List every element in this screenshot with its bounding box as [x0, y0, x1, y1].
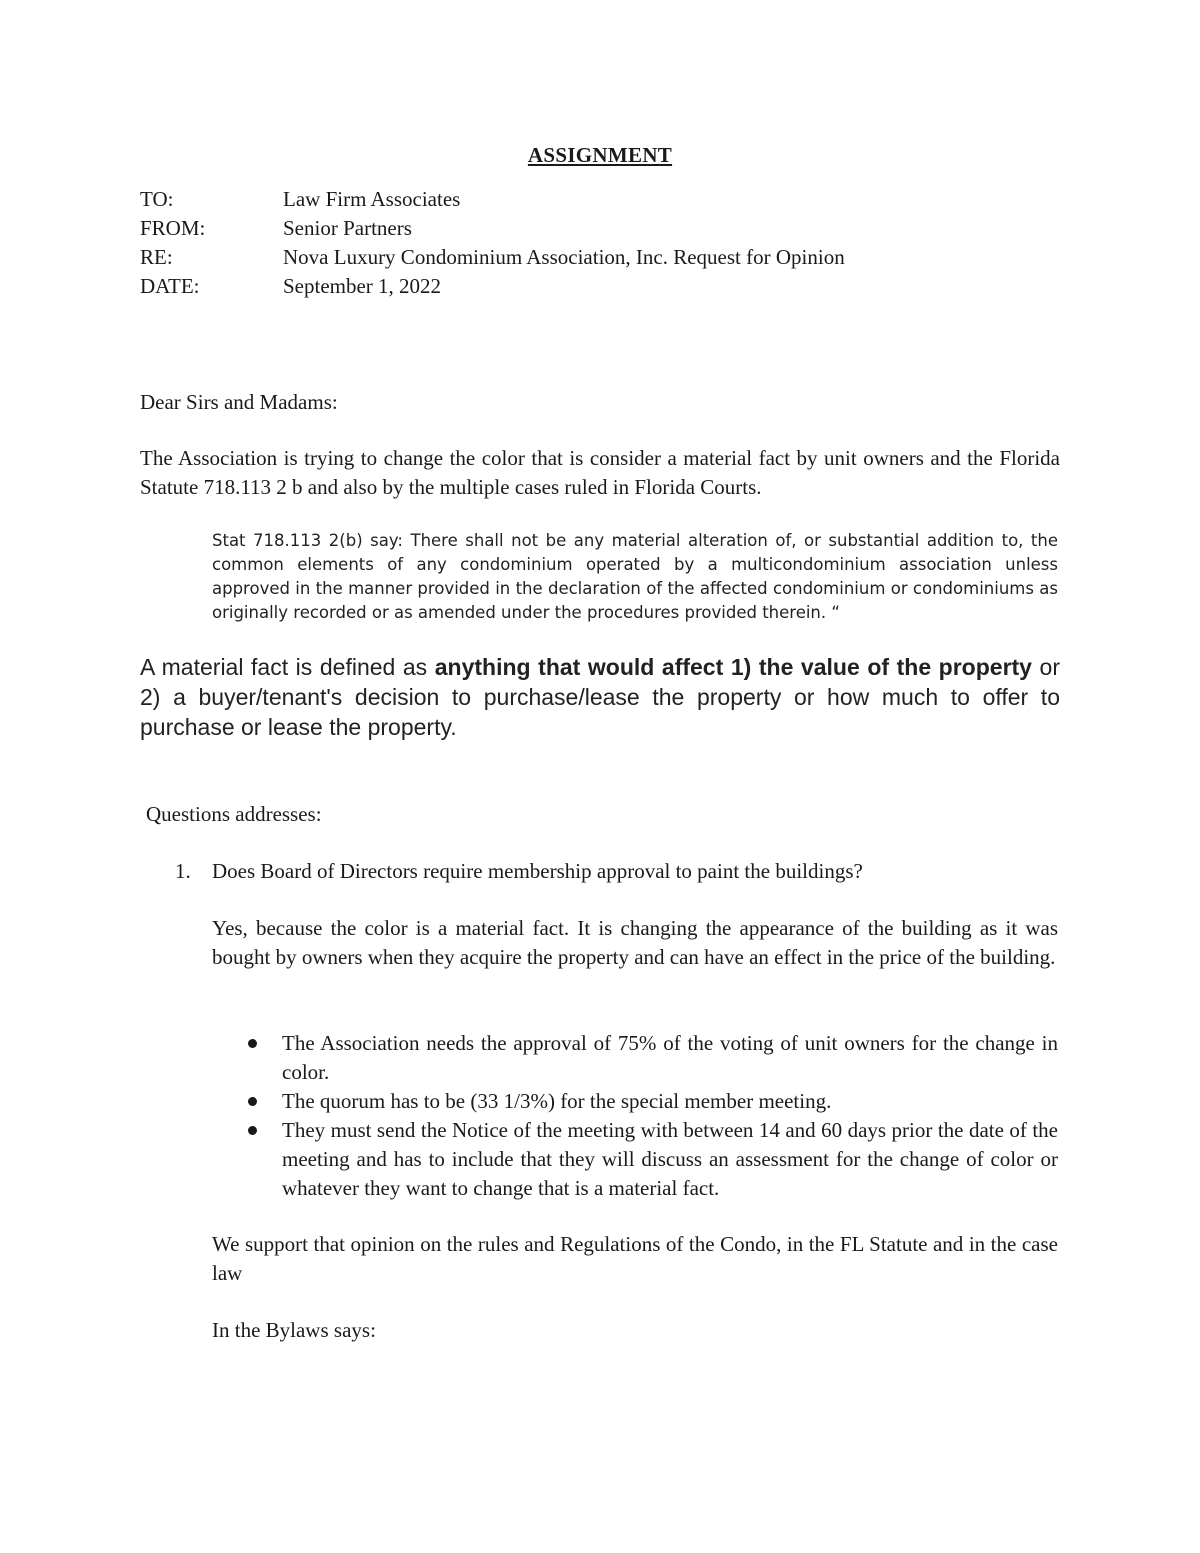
bullet-icon	[212, 1029, 282, 1087]
bylaws-paragraph: In the Bylaws says:	[212, 1318, 376, 1342]
intro-paragraph: The Association is trying to change the color that is consider a material fact by unit owners and the Florida Statute 718.113 2 b and also by the multiple cases ruled in Florida Courts.	[140, 446, 1060, 499]
memo-date-row	[140, 272, 845, 301]
bullet-icon	[212, 1087, 282, 1116]
definition-bold-text: anything that would affect 1) the value of the property	[434, 654, 1032, 680]
list-item	[212, 1087, 1058, 1116]
memo-from-row	[140, 214, 845, 243]
memo-to-row	[140, 185, 845, 214]
list-item	[212, 1029, 1058, 1087]
memo-to-value: Law Firm Associates	[283, 187, 461, 211]
question-text: Does Board of Directors require membership approval to paint the buildings?	[212, 859, 863, 883]
memo-from-value: Senior Partners	[283, 216, 412, 240]
memo-re-row	[140, 243, 845, 272]
memo-re-label: RE:	[140, 245, 173, 269]
memo-to-label: TO:	[140, 187, 174, 211]
salutation: Dear Sirs and Madams:	[140, 390, 338, 414]
list-item-text: The quorum has to be (33 1/3%) for the special member meeting.	[282, 1089, 832, 1113]
requirements-list	[212, 1029, 1058, 1203]
memo-re-value: Nova Luxury Condominium Association, Inc. Request for Opinion	[283, 245, 845, 269]
memo-header	[140, 185, 845, 301]
questions-heading: Questions addresses:	[146, 802, 322, 826]
answer-paragraph: Yes, because the color is a material fact. It is changing the appearance of the building as it was bought by owners when they acquire the property and can have an effect in the price of the building.	[212, 916, 1058, 969]
memo-date-label: DATE:	[140, 274, 200, 298]
definition-text-2: or 2) a buyer/tenant's decision to purchase/lease the property or how much to offer to purchase or lease the property.	[140, 654, 1061, 740]
document-title: ASSIGNMENT	[527, 143, 673, 167]
definition-text-1: A material fact is defined as	[140, 654, 435, 680]
question-number: 1.	[175, 859, 191, 883]
bullet-icon	[212, 1116, 282, 1203]
memo-date-value: September 1, 2022	[283, 274, 442, 298]
material-fact-definition	[140, 652, 1060, 742]
question-item	[175, 857, 863, 886]
support-paragraph: We support that opinion on the rules and Regulations of the Condo, in the FL Statute and in the case law	[212, 1232, 1058, 1285]
memo-from-label: FROM:	[140, 216, 206, 240]
list-item-text: The Association needs the approval of 75% of the voting of unit owners for the change in color.	[282, 1031, 1058, 1084]
list-item	[212, 1116, 1058, 1203]
statute-quote: Stat 718.113 2(b) say: There shall not be any material alteration of, or substantial addition to, the common elements of any condominium operated by a multicondominium association unless approved in the manner provided in the declaration of the affected condominium or condominiums as originally recorded or as amended under the procedures provided therein. “	[212, 531, 1058, 622]
list-item-text: They must send the Notice of the meeting with between 14 and 60 days prior the date of the meeting and has to include that they will discuss an assessment for the change of color or whatever they want to change that is a material fact.	[282, 1118, 1058, 1200]
